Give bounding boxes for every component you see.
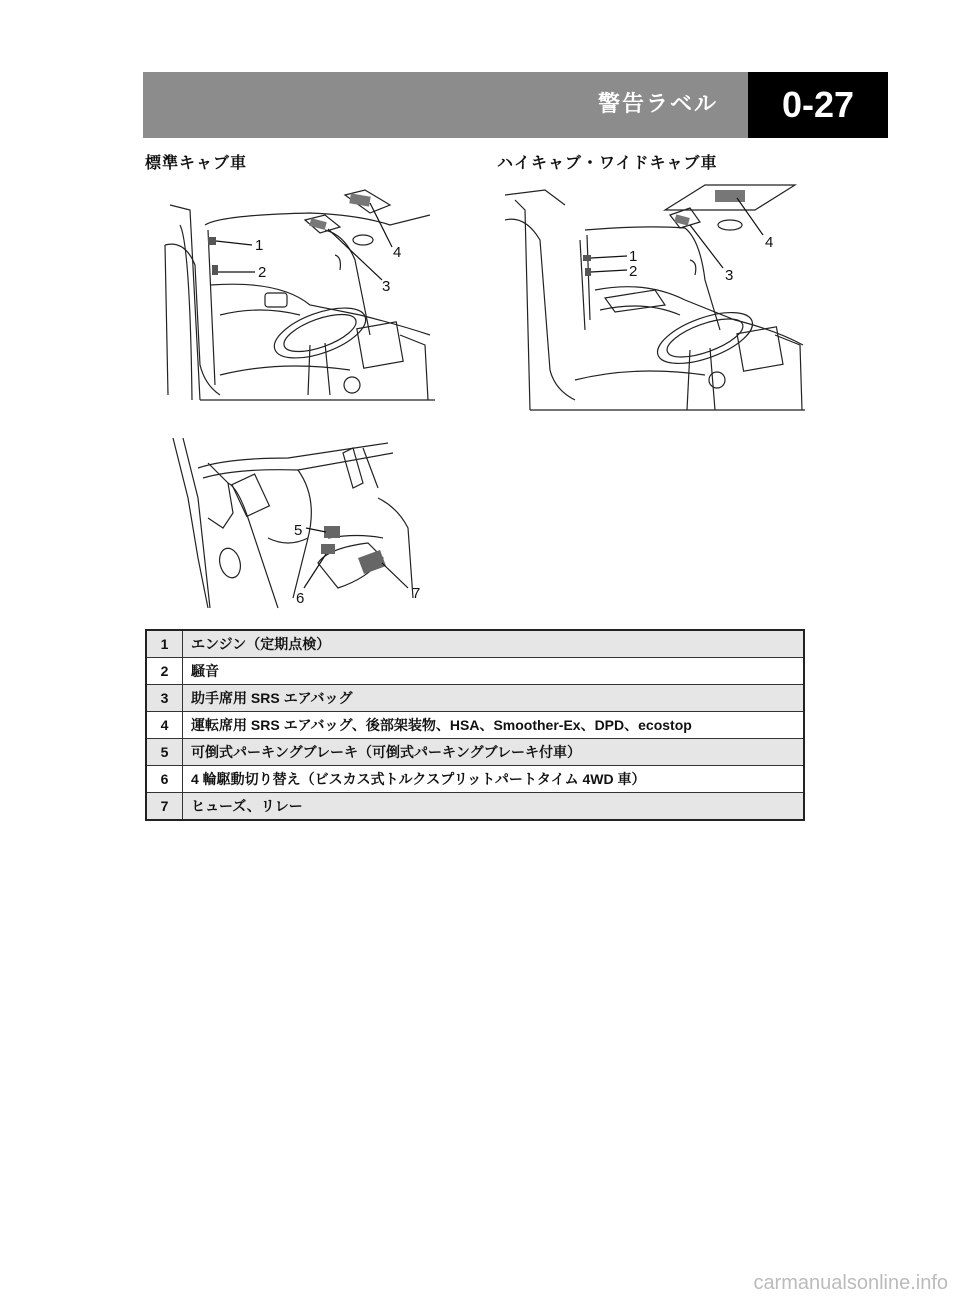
page-number: 0-27 — [748, 72, 888, 138]
label-patch-2 — [585, 268, 591, 276]
label-patch-4 — [349, 193, 370, 206]
row-number: 5 — [146, 739, 183, 766]
header-bar — [143, 72, 748, 138]
callout-5: 5 — [294, 522, 303, 539]
table-row — [146, 739, 804, 766]
row-text: 騒音 — [183, 658, 805, 685]
row-text: ヒューズ、リレー — [183, 793, 805, 821]
figure-lower-dashboard — [168, 438, 428, 610]
callout-2: 2 — [258, 264, 267, 281]
callout-7: 7 — [412, 585, 421, 602]
row-text: 可倒式パーキングブレーキ（可倒式パーキングブレーキ付車） — [183, 739, 805, 766]
figure-high-wide-cab — [505, 180, 805, 415]
callout-1: 1 — [255, 237, 264, 254]
table-row — [146, 685, 804, 712]
callout-3: 3 — [725, 267, 734, 284]
standard-cab-illustration — [160, 185, 435, 410]
legend-table — [145, 629, 805, 821]
label-patch-1 — [583, 255, 591, 261]
table-row — [146, 793, 804, 821]
table-row — [146, 712, 804, 739]
row-number: 4 — [146, 712, 183, 739]
label-patch-6 — [321, 544, 335, 554]
label-patch-4 — [715, 190, 745, 202]
caption-high-wide-cab: ハイキャブ・ワイドキャブ車 — [497, 153, 718, 172]
table-row — [146, 630, 804, 658]
row-text: 助手席用 SRS エアバッグ — [183, 685, 805, 712]
lower-dashboard-illustration — [168, 438, 428, 610]
row-number: 1 — [146, 630, 183, 658]
caption-standard-cab: 標準キャブ車 — [145, 153, 248, 172]
callout-3: 3 — [382, 278, 391, 295]
table-row — [146, 658, 804, 685]
watermark: carmanualsonline.info — [753, 1272, 948, 1294]
callout-2: 2 — [629, 263, 638, 280]
label-patch-7 — [358, 550, 386, 574]
table-row — [146, 766, 804, 793]
callout-4: 4 — [765, 234, 774, 251]
label-patch-5 — [324, 526, 340, 538]
figure-standard-cab — [160, 185, 435, 410]
callout-1: 1 — [629, 248, 638, 265]
high-wide-cab-illustration — [505, 180, 805, 415]
callout-4: 4 — [393, 244, 402, 261]
row-text: 4 輪駆動切り替え（ビスカス式トルクスプリットパートタイム 4WD 車） — [183, 766, 805, 793]
label-patch-3 — [309, 218, 327, 230]
callout-6: 6 — [296, 590, 305, 607]
label-patch-2 — [212, 265, 218, 275]
row-number: 7 — [146, 793, 183, 821]
section-title: 警告ラベル — [597, 92, 718, 117]
row-number: 6 — [146, 766, 183, 793]
row-number: 3 — [146, 685, 183, 712]
row-text: 運転席用 SRS エアバッグ、後部架装物、HSA、Smoother-Ex、DPD、ecostop — [183, 712, 805, 739]
row-number: 2 — [146, 658, 183, 685]
label-patch-1 — [208, 237, 216, 245]
row-text: エンジン（定期点検） — [183, 630, 805, 658]
